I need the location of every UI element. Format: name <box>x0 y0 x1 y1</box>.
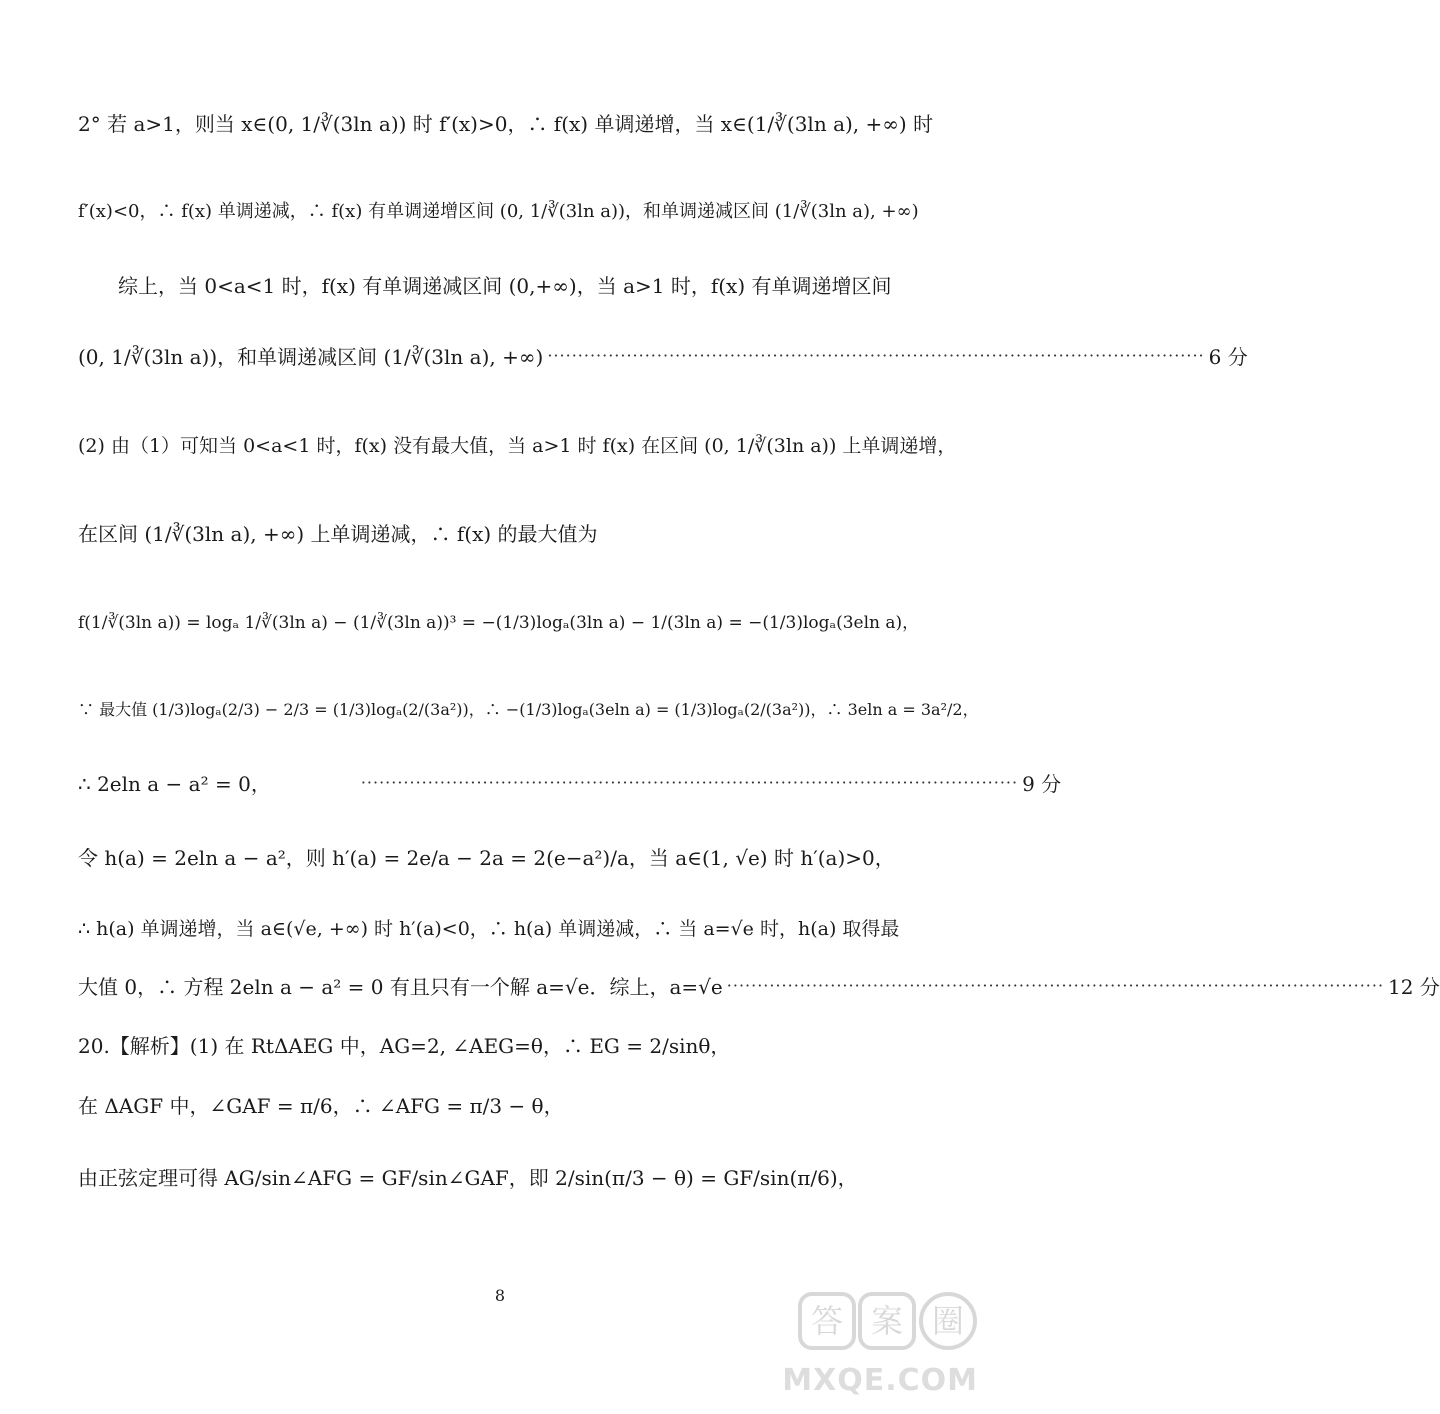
equation-line <box>78 752 1062 812</box>
summary-line-2 <box>78 325 1248 385</box>
watermark-text: MXQE.COM <box>782 1363 978 1398</box>
watermark-glyph-2: 案 <box>870 1302 904 1340</box>
sine-law-line <box>78 1146 928 1206</box>
score-leader-dots: ············································································································ <box>360 772 1019 792</box>
line-text: 在区间 (1/∛(3ln a), +∞) 上单调递减，∴ f(x) 的最大值为 <box>78 521 598 546</box>
monotonic-line <box>78 897 928 957</box>
line-text: (0, 1/∛(3ln a))，和单调递减区间 (1/∛(3ln a), +∞) <box>78 344 544 369</box>
line-text: f′(x)<0，∴ f(x) 单调递减，∴ f(x) 有单调递增区间 (0, 1/∛(3ln a))，和单调递减区间 (1/∛(3ln a), +∞) <box>78 201 919 222</box>
line-text: 大值 0，∴ 方程 2eln a − a² = 0 有且只有一个解 a=√e．综上，a=√e <box>78 974 723 999</box>
max-value-formula <box>78 590 928 650</box>
line-text: ∵ 最大值 (1/3)logₐ(2/3) − 2/3 = (1/3)logₐ(2/(3a²))，∴ −(1/3)logₐ(3eln a) = (1/3)logₐ(2/(3a²))，∴ 3eln a = 3a²/2， <box>78 699 979 719</box>
line-text: 令 h(a) = 2eln a − a²，则 h′(a) = 2e/a − 2a = 2(e−a²)/a，当 a∈(1, √e) 时 h′(a)>0， <box>78 845 895 870</box>
score-9: 9 分 <box>1022 771 1062 796</box>
watermark-glyph-1: 答 <box>810 1302 844 1340</box>
conclusion-line <box>78 955 1440 1015</box>
score-leader-dots: ············································································································ <box>547 345 1205 365</box>
part2-line-1 <box>78 414 957 474</box>
watermark-logo-icon <box>798 1288 978 1358</box>
watermark-glyph-3: 圈 <box>931 1302 965 1340</box>
score-leader-dots: ············································································································ <box>726 975 1385 995</box>
part2-line-2 <box>78 502 928 562</box>
line-text: ∴ h(a) 单调递增，当 a∈(√e, +∞) 时 h′(a)<0，∴ h(a) 单调递减，∴ 当 a=√e 时，h(a) 取得最 <box>78 917 900 940</box>
line-text: ∴ 2eln a − a² = 0， <box>78 771 271 796</box>
line-text: 综上，当 0<a<1 时，f(x) 有单调递减区间 (0,+∞)，当 a>1 时，f(x) 有单调递增区间 <box>78 273 892 298</box>
line-text: (2) 由（1）可知当 0<a<1 时，f(x) 没有最大值，当 a>1 时 f(x) 在区间 (0, 1/∛(3ln a)) 上单调递增， <box>78 434 957 457</box>
score-6: 6 分 <box>1208 344 1248 369</box>
score-12: 12 分 <box>1388 974 1440 999</box>
h-function-line <box>78 826 928 886</box>
problem-20-heading <box>78 1014 928 1074</box>
max-value-equation <box>78 678 979 738</box>
page-number: 8 <box>494 1286 506 1305</box>
line-text: 在 ΔAGF 中，∠GAF = π/6，∴ ∠AFG = π/3 − θ， <box>78 1093 564 1118</box>
line-text: f(1/∛(3ln a)) = logₐ 1/∛(3ln a) − (1/∛(3ln a))³ = −(1/3)logₐ(3ln a) − 1/(3ln a) = −(1/3)logₐ(3eln a)， <box>78 612 920 633</box>
triangle-agf-line <box>78 1074 928 1134</box>
solution-line-2 <box>78 180 928 240</box>
line-text: 20.【解析】(1) 在 RtΔAEG 中，AG=2, ∠AEG=θ，∴ EG = 2/sinθ， <box>78 1033 731 1058</box>
line-text: 由正弦定理可得 AG/sin∠AFG = GF/sin∠GAF，即 2/sin(π/3 − θ) = GF/sin(π/6)， <box>78 1165 858 1190</box>
line-text: 2° 若 a>1，则当 x∈(0, 1/∛(3ln a)) 时 f′(x)>0，∴ f(x) 单调递增，当 x∈(1/∛(3ln a), +∞) 时 <box>78 111 934 136</box>
watermark <box>782 1288 978 1398</box>
summary-line-1 <box>78 254 928 314</box>
solution-line-1 <box>78 92 934 152</box>
